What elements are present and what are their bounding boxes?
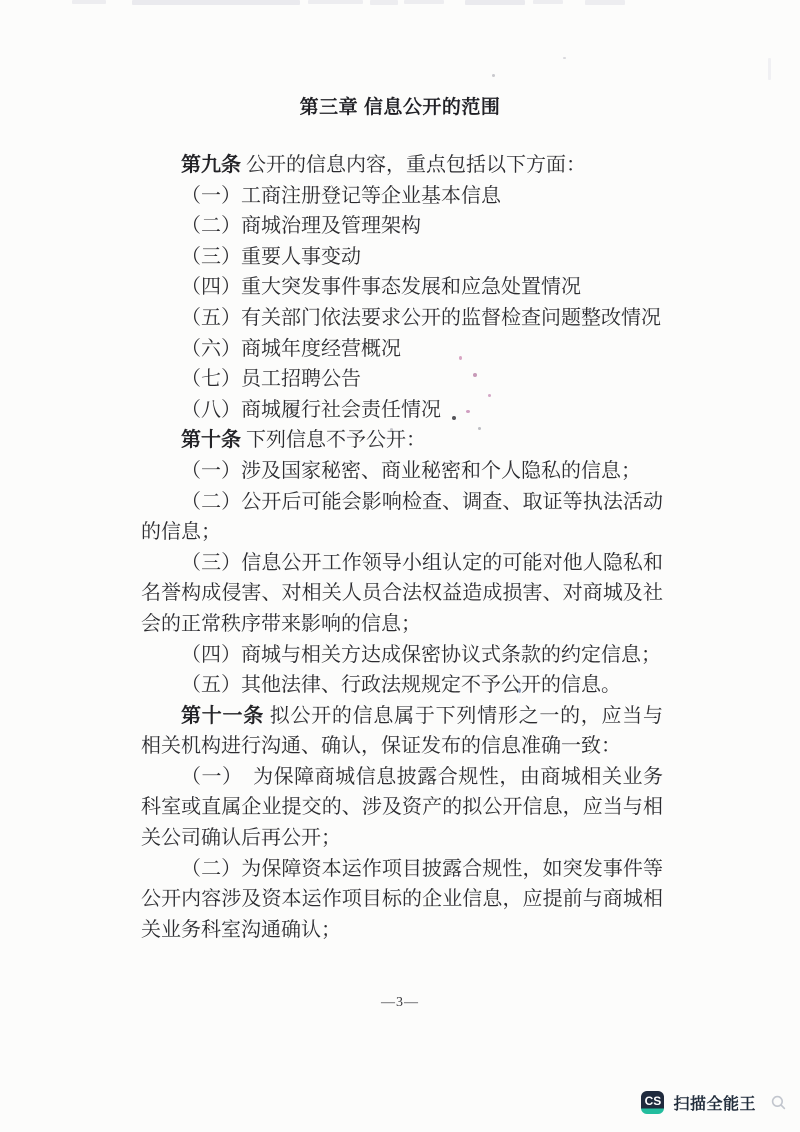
paragraph: （二）为保障资本运作项目披露合规性，如突发事件等公开内容涉及资本运作项目标的企业信息，应提前与商城相关业务科室沟通确认；: [141, 857, 663, 941]
paragraph: （一）涉及国家秘密、商业秘密和个人隐私的信息；: [181, 459, 641, 482]
scan-speck: [563, 57, 566, 59]
paragraph: （八）商城履行社会责任情况: [181, 398, 441, 421]
scan-artifact: [404, 0, 444, 4]
document-body: [141, 150, 663, 945]
paragraph: （五）其他法律、行政法规规定不予公开的信息。: [181, 674, 621, 697]
scan-artifact: [308, 0, 363, 4]
page-number: —3—: [381, 995, 419, 1010]
scan-artifact: [72, 0, 106, 4]
paragraph: 第十条 下列信息不予公开：: [181, 429, 426, 452]
paragraph: （五）有关部门依法要求公开的监督检查问题整改情况: [181, 306, 661, 329]
scan-speck: [492, 74, 495, 77]
camscanner-watermark: [641, 1091, 786, 1114]
paragraph: 第九条 公开的信息内容，重点包括以下方面：: [181, 154, 586, 176]
paragraph: （四）重大突发事件事态发展和应急处置情况: [181, 276, 581, 299]
search-icon: [771, 1095, 786, 1110]
scan-artifact: [132, 0, 300, 5]
camscanner-logo-icon: [641, 1091, 664, 1114]
paragraph: （二）商城治理及管理架构: [181, 215, 421, 238]
paragraph: （一） 为保障商城信息披露合规性，由商城相关业务科室或直属企业提交的、涉及资产的拟公开信息，应当与相关公司确认后再公开；: [141, 765, 663, 850]
camscanner-app-name: 扫描全能王: [673, 1096, 756, 1113]
article-number: 第九条: [181, 154, 241, 176]
scan-artifact: [585, 0, 625, 5]
scan-artifact: [533, 0, 563, 4]
paragraph: （一）工商注册登记等企业基本信息: [181, 184, 501, 207]
chapter-title: 第三章 信息公开的范围: [299, 97, 501, 118]
scan-artifact: [370, 0, 398, 5]
article-number: 第十一条: [181, 704, 264, 727]
paragraph: 第十一条 拟公开的信息属于下列情形之一的，应当与相关机构进行沟通、确认，保证发布的信息准确一致：: [141, 704, 664, 758]
paragraph: （三）信息公开工作领导小组认定的可能对他人隐私和名誉构成侵害、对相关人员合法权益造成损害、对商城及社会的正常秩序带来影响的信息；: [141, 551, 663, 635]
camscanner-logo-text: CS: [644, 1094, 662, 1108]
paragraph: （七）员工招聘公告: [181, 368, 361, 391]
paragraph: （二）公开后可能会影响检查、调查、取证等执法活动的信息；: [141, 490, 663, 544]
scan-artifact: [465, 0, 525, 5]
paragraph: （三）重要人事变动: [181, 245, 361, 268]
paragraph: （四）商城与相关方达成保密协议式条款的约定信息；: [181, 643, 661, 666]
paragraph: （六）商城年度经营概况: [181, 337, 401, 360]
article-number: 第十条: [181, 429, 241, 452]
scan-artifact: [768, 58, 771, 80]
